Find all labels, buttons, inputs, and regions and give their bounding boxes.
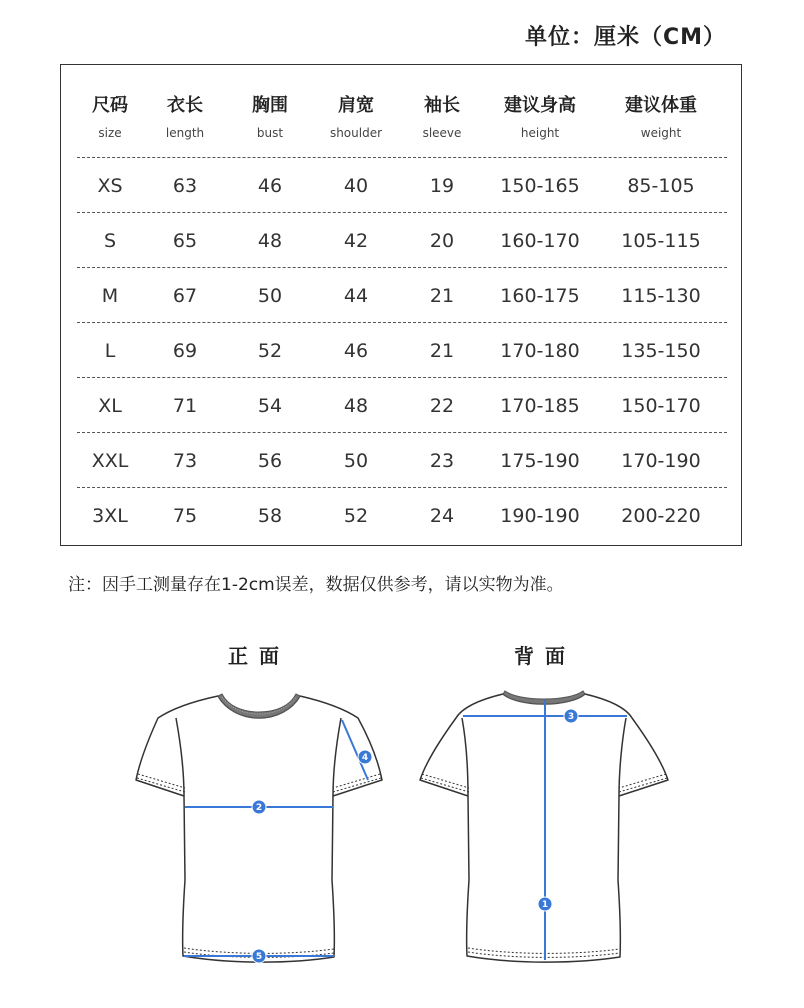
header-label: 建议身高 bbox=[504, 94, 576, 116]
row-divider bbox=[77, 487, 727, 488]
marker-4-label: 4 bbox=[361, 753, 369, 763]
cell-weight: 105-115 bbox=[621, 230, 701, 252]
row-divider bbox=[77, 157, 727, 158]
cell-shoulder: 50 bbox=[343, 450, 369, 472]
size-table bbox=[60, 64, 742, 546]
tshirt-diagrams bbox=[0, 680, 804, 1000]
cell-shoulder: 46 bbox=[343, 340, 369, 362]
cell-height: 170-180 bbox=[500, 340, 580, 362]
cell-bust: 46 bbox=[257, 175, 283, 197]
header-sublabel: bust bbox=[256, 125, 284, 140]
marker-1-label: 1 bbox=[541, 900, 549, 910]
header-sublabel: height bbox=[520, 125, 560, 140]
cell-sleeve: 19 bbox=[429, 175, 455, 197]
cell-size: XXL bbox=[91, 450, 129, 472]
table-row bbox=[77, 436, 727, 486]
back-view-label: 背 面 bbox=[514, 644, 567, 668]
header-sublabel: shoulder bbox=[329, 125, 383, 140]
cell-sleeve: 23 bbox=[429, 450, 455, 472]
header-bust bbox=[227, 85, 313, 145]
header-length bbox=[143, 85, 227, 145]
cell-length: 69 bbox=[172, 340, 198, 362]
cell-bust: 50 bbox=[257, 285, 283, 307]
header-height bbox=[485, 85, 595, 145]
cell-sleeve: 21 bbox=[429, 285, 455, 307]
cell-weight: 135-150 bbox=[621, 340, 701, 362]
cell-sleeve: 20 bbox=[429, 230, 455, 252]
cell-bust: 54 bbox=[257, 395, 283, 417]
cell-size: 3XL bbox=[92, 505, 128, 527]
row-divider bbox=[77, 432, 727, 433]
cell-height: 175-190 bbox=[500, 450, 580, 472]
cell-height: 170-185 bbox=[500, 395, 580, 417]
header-label: 建议体重 bbox=[625, 94, 697, 116]
header-shoulder bbox=[313, 85, 399, 145]
cell-length: 63 bbox=[172, 175, 198, 197]
cell-sleeve: 21 bbox=[429, 340, 455, 362]
cell-length: 67 bbox=[172, 285, 198, 307]
cell-weight: 85-105 bbox=[627, 175, 695, 197]
table-row bbox=[77, 381, 727, 431]
cell-length: 75 bbox=[172, 505, 198, 527]
cell-shoulder: 52 bbox=[343, 505, 369, 527]
header-sublabel: size bbox=[98, 125, 122, 140]
measurement-note: 注：因手工测量存在1-2cm误差，数据仅供参考，请以实物为准。 bbox=[68, 575, 564, 595]
cell-bust: 58 bbox=[257, 505, 283, 527]
header-sublabel: sleeve bbox=[422, 125, 462, 140]
row-divider bbox=[77, 267, 727, 268]
table-row bbox=[77, 271, 727, 321]
cell-sleeve: 24 bbox=[429, 505, 455, 527]
header-label: 衣长 bbox=[167, 94, 203, 116]
cell-shoulder: 44 bbox=[343, 285, 369, 307]
table-row bbox=[77, 216, 727, 266]
header-label: 胸围 bbox=[252, 94, 288, 116]
row-divider bbox=[77, 377, 727, 378]
marker-2-label: 2 bbox=[255, 803, 263, 813]
cell-height: 160-170 bbox=[500, 230, 580, 252]
cell-size: XS bbox=[97, 175, 123, 197]
header-sublabel: weight bbox=[640, 125, 682, 140]
header-weight bbox=[595, 85, 727, 145]
header-label: 袖长 bbox=[424, 94, 460, 116]
cell-shoulder: 48 bbox=[343, 395, 369, 417]
cell-size: L bbox=[104, 340, 116, 362]
cell-size: M bbox=[101, 285, 119, 307]
cell-weight: 150-170 bbox=[621, 395, 701, 417]
cell-height: 160-175 bbox=[500, 285, 580, 307]
cell-height: 150-165 bbox=[500, 175, 580, 197]
marker-5-label: 5 bbox=[255, 952, 263, 962]
cell-sleeve: 22 bbox=[429, 395, 455, 417]
cell-shoulder: 40 bbox=[343, 175, 369, 197]
cell-bust: 56 bbox=[257, 450, 283, 472]
unit-title: 单位：厘米（CM） bbox=[524, 25, 726, 50]
header-label: 肩宽 bbox=[338, 94, 374, 116]
table-row bbox=[77, 161, 727, 211]
cell-length: 73 bbox=[172, 450, 198, 472]
cell-weight: 200-220 bbox=[621, 505, 701, 527]
header-sublabel: length bbox=[165, 125, 205, 140]
front-view-label: 正 面 bbox=[228, 644, 281, 668]
table-row bbox=[77, 326, 727, 376]
header-label: 尺码 bbox=[92, 94, 128, 116]
table-row bbox=[77, 491, 727, 541]
front-tshirt-icon bbox=[136, 696, 382, 962]
cell-length: 71 bbox=[172, 395, 198, 417]
cell-size: S bbox=[103, 230, 117, 252]
header-sleeve bbox=[399, 85, 485, 145]
row-divider bbox=[77, 322, 727, 323]
cell-height: 190-190 bbox=[500, 505, 580, 527]
table-header bbox=[77, 85, 727, 145]
cell-weight: 170-190 bbox=[621, 450, 701, 472]
cell-length: 65 bbox=[172, 230, 198, 252]
cell-bust: 52 bbox=[257, 340, 283, 362]
cell-shoulder: 42 bbox=[343, 230, 369, 252]
cell-weight: 115-130 bbox=[621, 285, 701, 307]
row-divider bbox=[77, 212, 727, 213]
cell-bust: 48 bbox=[257, 230, 283, 252]
header-size bbox=[77, 85, 143, 145]
marker-3-label: 3 bbox=[567, 712, 575, 722]
cell-size: XL bbox=[98, 395, 122, 417]
